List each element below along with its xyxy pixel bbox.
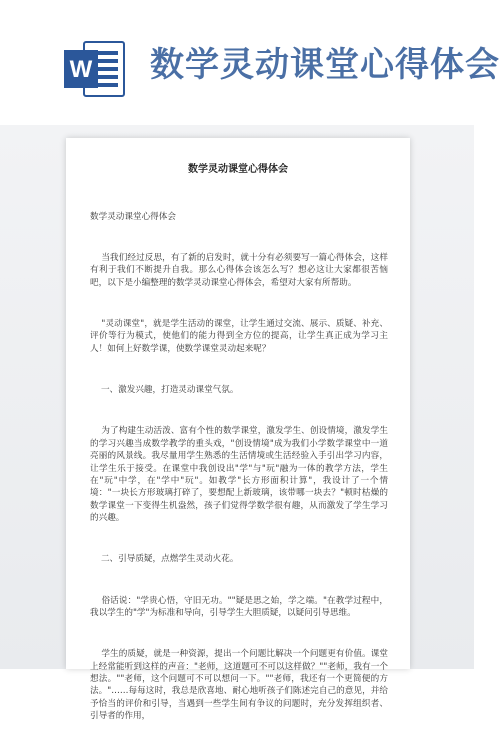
paragraph: 二、引导质疑，点燃学生灵动火花。 — [90, 554, 239, 565]
banner — [0, 0, 500, 120]
word-document-icon — [62, 38, 126, 100]
paragraph: "灵动课堂"，就是学生活动的课堂，让学生通过交流、展示、质疑、补充、评价等行为模式，使他们的能力得到全方位的提高，让学生真正成为学习主人！如何上好数学课，使数学课堂灵动起来呢？ — [90, 319, 388, 354]
banner-title: 数学灵动课堂心得体会 — [150, 45, 500, 85]
document-page — [66, 138, 410, 722]
paragraph: 俗话说："学贵心悟，守旧无功。""疑是思之始，学之端。"在教学过程中，我以学生的"学"为标准和导向，引导学生大胆质疑，以疑问引导思维。 — [90, 595, 388, 618]
document-title: 数学灵动课堂心得体会 — [188, 164, 288, 175]
paragraph: 当我们经过反思，有了新的启发时，就十分有必须要写一篇心得体会，这样有利于我们不断提升自我。那么心得体会该怎么写？想必这让大家都很苦恼吧，以下是小编整理的数学灵动课堂心得体会，希望对大家有所帮助。 — [90, 253, 388, 288]
paragraph: 一、激发兴趣，打造灵动课堂气氛。 — [90, 385, 239, 396]
paragraph: 数学灵动课堂心得体会 — [90, 211, 176, 222]
paragraph: 学生的质疑，就是一种资源，提出一个问题比解决一个问题更有价值。课堂上经常能听到这样的声音："老师，这道题可不可以这样做？""老师，我有一个想法。""老师，这个问题可不可以想问一下。""老师，我还有一个更简便的方法。"……每每这时，我总是欣喜地、耐心地听孩子们陈述完自己的意见，并给予恰当的评价和引导，当遇到一些学生间有争议的问题时，充分发挥组织者、引导者的作用， — [90, 649, 388, 722]
paragraph: 为了构建生动活泼、富有个性的数学课堂，激发学生、创设情境，激发学生的学习兴趣当成数学教学的重头戏，"创设情境"成为我们小学数学课堂中一道亮丽的风景线。我尽量用学生熟悉的生活情境或生活经验入手引出学习内容，让学生乐于接受。在课堂中我创设出"学"与"玩"融为一体的教学方法，学生在"玩"中学，在"学中"玩"。如教学"长方形面积计算"，我设计了一个情境："一块长方形玻璃打碎了，要想配上新玻璃，该带哪一块去？"顿时枯燥的数学课堂一下变得生机盎然，孩子们觉得学数学很有趣，从而激发了学生学习的兴趣。 — [90, 426, 388, 524]
svg-text:W: W — [69, 56, 93, 83]
document-body — [90, 186, 388, 751]
